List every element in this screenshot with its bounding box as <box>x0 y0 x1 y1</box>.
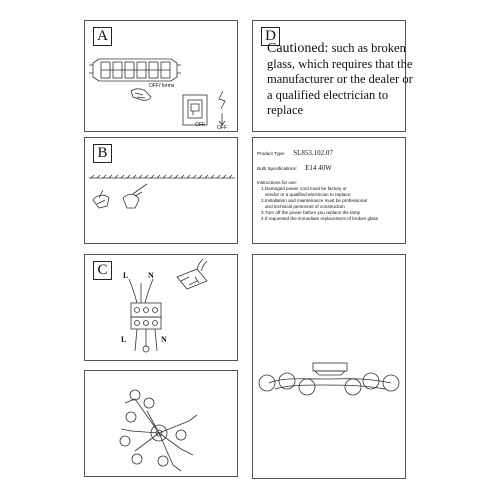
instruction-line: and technical personnel of construction <box>265 204 345 209</box>
terminal-block-closeup-icon <box>177 259 207 289</box>
instruction-line: 1.Damaged power cord must be factory or <box>261 186 347 191</box>
chandelier-top-view <box>85 371 239 478</box>
panel-c-illustration <box>85 255 239 362</box>
terminal-block-icon <box>89 59 181 81</box>
instruction-line: 4.If requested the immediate replacement of broken glass <box>261 216 379 221</box>
panel-a-letter: A <box>93 27 112 46</box>
panel-b <box>84 137 238 244</box>
panel-lamp-side <box>252 254 406 479</box>
product-type-label: Product Type: <box>257 151 286 156</box>
specs-block <box>257 150 405 222</box>
bulb-specifications-value: E14 40W <box>305 164 332 172</box>
wire-label-n-bottom: N <box>161 335 167 344</box>
panel-a-illustration <box>85 21 239 133</box>
power-off-arrow-icon <box>219 91 225 125</box>
wire-label-n-top: N <box>148 271 154 280</box>
panel-b-illustration <box>85 138 239 245</box>
drill-hand-icon <box>93 190 109 208</box>
wire-connector-icon <box>129 279 161 352</box>
instruction-line: vendor or a qualified electrician to replace; <box>265 192 352 197</box>
panel-b-letter: B <box>93 144 112 163</box>
screwdriver-hand-icon <box>123 184 147 208</box>
panel-c-letter: C <box>93 261 112 280</box>
ceiling-hatch-icon <box>89 175 235 178</box>
panel-a <box>84 20 238 132</box>
instructions-title: Instructions for use: <box>257 180 298 185</box>
wire-label-l-top: L <box>123 271 129 280</box>
product-type-value: SL853.102.07 <box>293 149 333 157</box>
instruction-line: 2.Installation and maintenance must be professional <box>261 198 367 203</box>
chandelier-side-icon <box>259 363 399 395</box>
chandelier-top-icon <box>120 390 197 471</box>
instruction-line: 3.Turn off the power before you replace the lamp <box>261 210 361 215</box>
wire-label-l-bottom: L <box>121 335 127 344</box>
switch-off-label: OFF <box>195 122 205 128</box>
panel-d-letter: D <box>261 27 280 46</box>
hand-pointing-icon <box>131 89 151 100</box>
caution-text-block <box>267 41 417 119</box>
caution-text: such as broken glass, which requires that the manufacturer or the dealer or a qualified electrician to replace <box>267 41 413 117</box>
bulb-specifications-label: Bulb Specifications: <box>257 166 298 171</box>
chandelier-side-view <box>253 255 407 480</box>
panel-d <box>252 20 413 132</box>
off-forms-label: OFF/ forms <box>149 83 175 89</box>
caution-heading: Cautioned: <box>267 41 329 56</box>
panel-c <box>84 254 238 361</box>
panel-specs <box>252 137 406 244</box>
arrow-off-label: OFF <box>217 125 227 131</box>
wall-switch-icon <box>183 95 207 125</box>
panel-lamp-top <box>84 370 238 477</box>
